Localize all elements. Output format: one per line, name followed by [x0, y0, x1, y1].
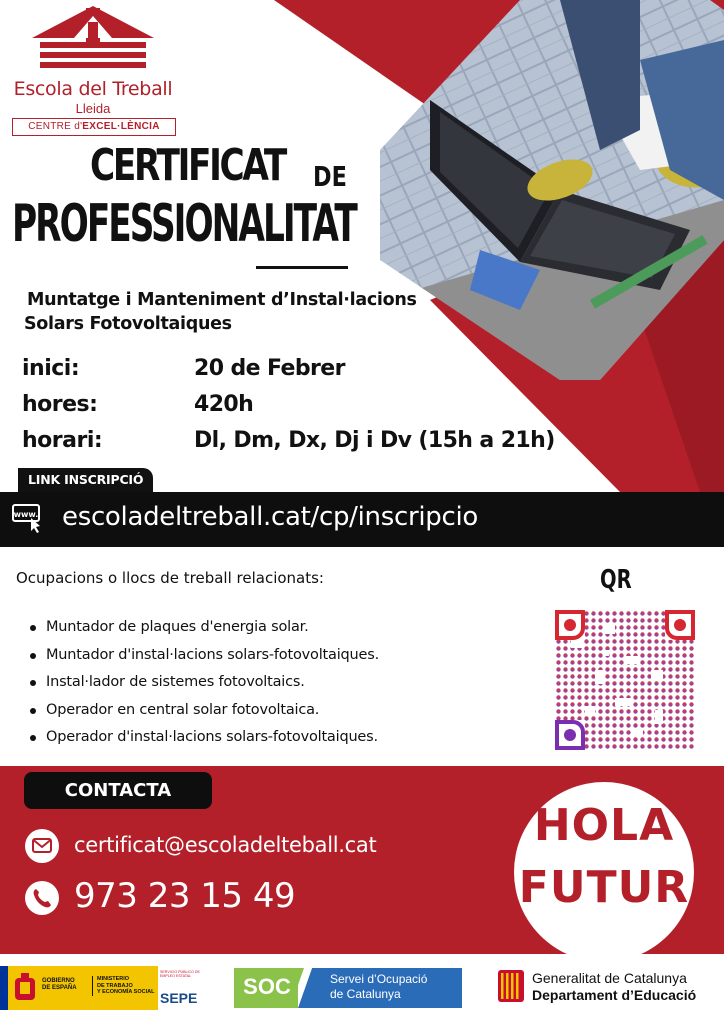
gov-line-1: GOBIERNO	[42, 978, 75, 984]
hours-label: hores:	[22, 392, 98, 417]
title-de: DE	[313, 160, 347, 193]
gencat-text	[532, 970, 696, 1004]
ministry-text	[92, 976, 156, 996]
soc-line-2: de Catalunya	[330, 987, 401, 1001]
school-logo	[10, 4, 176, 136]
occupations-heading: Ocupacions o llocs de treball relacionats:	[16, 569, 324, 587]
gencat-line-1: Generalitat de Catalunya	[532, 970, 687, 986]
excellence-badge	[12, 118, 176, 136]
list-item: Muntador de plaques d'energia solar.	[28, 614, 498, 642]
spain-government-logo	[0, 966, 200, 1010]
start-label: inici:	[22, 356, 80, 381]
ministry-line-3: Y ECONOMÍA SOCIAL	[97, 989, 155, 995]
course-name	[24, 288, 494, 336]
schedule-value: Dl, Dm, Dx, Dj i Dv (15h a 21h)	[194, 428, 555, 453]
school-city: Lleida	[75, 101, 111, 116]
catalan-flag-icon	[498, 970, 524, 1002]
registration-url[interactable]: escoladeltreball.cat/cp/inscripcio	[62, 502, 479, 532]
title-line-2: PROFESSIONALITAT	[12, 194, 356, 254]
svg-text:www.: www.	[13, 510, 39, 519]
title-line-1: CERTIFICAT	[90, 140, 286, 191]
www-click-icon	[12, 502, 44, 534]
ministry-line-1: MINISTERIO	[97, 976, 130, 982]
start-value: 20 de Febrer	[194, 356, 345, 381]
generalitat-logo	[498, 966, 724, 1010]
slogan-line-2: FUTUR	[518, 862, 690, 913]
course-line-1: Muntatge i Manteniment d’Instal·lacions	[27, 290, 417, 310]
school-building-icon	[30, 4, 156, 76]
envelope-icon	[24, 828, 60, 864]
badge-strong: EXCEL·LÈNCIA	[82, 121, 160, 132]
list-item: Operador d'instal·lacions solars-fotovoltaiques.	[28, 724, 498, 752]
school-name: Escola del Treball	[13, 78, 173, 100]
occupations-list	[28, 614, 498, 752]
sepe-name: SEPE	[160, 990, 198, 1006]
soc-line-1: Servei d’Ocupació	[330, 972, 428, 986]
ministry-line-2: DE TRABAJO	[97, 982, 133, 989]
coat-of-arms-icon	[12, 972, 38, 1004]
slogan-line-1: HOLA	[533, 800, 675, 851]
list-item: Muntador d'instal·lacions solars-fotovoltaiques.	[28, 642, 498, 670]
phone-icon	[24, 880, 60, 916]
hours-value: 420h	[194, 392, 254, 417]
qr-label: QR	[600, 565, 632, 595]
soc-text	[330, 972, 427, 1002]
registration-link-label: LINK INSCRIPCIÓ	[18, 468, 153, 492]
course-line-2: Solars Fotovoltaiques	[24, 314, 232, 334]
qr-code[interactable]	[555, 610, 695, 750]
contact-heading: CONTACTA	[24, 772, 212, 809]
contact-phone[interactable]: 973 23 15 49	[74, 876, 296, 916]
sepe-small: SERVICIO PÚBLICO DE EMPLEO ESTATAL	[160, 970, 200, 979]
title-underline	[256, 266, 348, 269]
list-item: Operador en central solar fotovoltaica.	[28, 697, 498, 725]
eu-flag-strip	[0, 966, 8, 1010]
gencat-line-2: Departament d’Educació	[532, 987, 697, 1003]
soc-logo	[234, 968, 462, 1008]
gov-line-2: DE ESPAÑA	[42, 985, 77, 991]
soc-acronym: SOC	[243, 974, 291, 999]
badge-prefix: CENTRE d'	[28, 121, 83, 132]
gov-text	[42, 978, 77, 992]
list-item: Instal·lador de sistemes fotovoltaics.	[28, 669, 498, 697]
contact-email[interactable]: certificat@escoladelteball.cat	[74, 833, 377, 857]
schedule-label: horari:	[22, 428, 103, 453]
